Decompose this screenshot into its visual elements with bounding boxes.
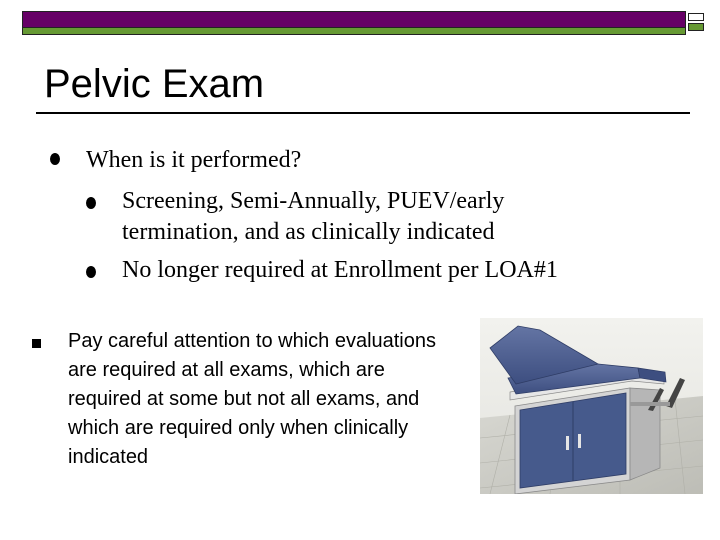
square-bullet-icon	[32, 339, 41, 348]
bullet-level2-text: Screening, Semi-Annually, PUEV/early termination, and as clinically indicated	[122, 188, 505, 245]
title-underline	[36, 112, 690, 114]
header-box-top	[688, 13, 704, 21]
slide-title: Pelvic Exam	[44, 62, 265, 106]
door-handle-right	[578, 434, 581, 448]
bullet-level2-screening	[86, 186, 602, 248]
exam-table-illustration	[480, 318, 703, 494]
round-bullet-icon	[50, 153, 60, 165]
header-purple-bar	[22, 11, 686, 28]
round-bullet-icon	[86, 197, 96, 209]
round-bullet-icon	[86, 266, 96, 278]
bullet-level2-enrollment	[86, 255, 602, 286]
attention-note: Pay careful attention to which evaluations are required at all exams, which are required at some but not all exams, and which are required only when clinically indicated	[68, 330, 436, 468]
bullet-level1	[50, 147, 301, 174]
bullet-level2-text: No longer required at Enrollment per LOA#1	[122, 257, 558, 283]
header-green-bar	[22, 28, 686, 35]
door-handle-left	[566, 436, 569, 450]
header-box-middle	[688, 23, 704, 31]
pullout-step	[630, 402, 670, 406]
bullet-level1-text: When is it performed?	[86, 147, 302, 173]
header-decoration-band	[22, 11, 705, 35]
